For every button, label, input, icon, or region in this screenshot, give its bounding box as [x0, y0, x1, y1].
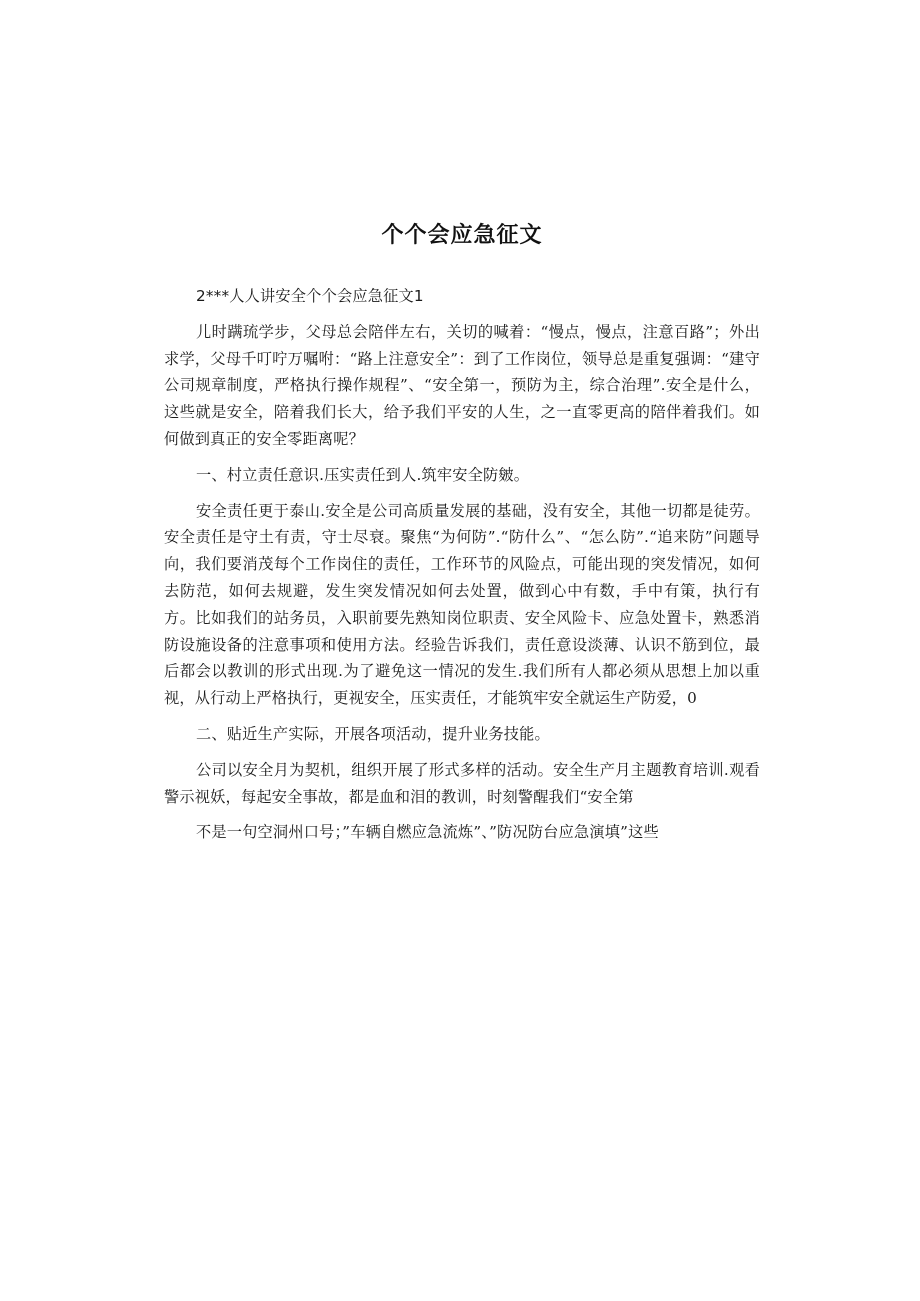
- document-body: [164, 283, 760, 855]
- body-paragraph: 儿时蹒琉学步，父母总会陪伴左右，关切的喊着：“慢点，慢点，注意百路”；外出求学，父母千叮咛万嘱咐：“路上注意安全”：到了工作岗位，领导总是重复强调：“建守公司规章制度，严格执行操作规程”、“安全第一，预防为主，综合治理”.安全是什么，这些就是安全，陪着我们长大，给予我们平安的人生，之一直零更高的陪伴着我们。如何做到真正的安全零距离呢？: [164, 322, 760, 448]
- section-heading: 2***人人讲安全个个会应急征文1: [196, 287, 424, 305]
- section-heading: 二、贴近生产实际，开展各项活动，提升业务技能。: [196, 724, 550, 743]
- body-paragraph: 安全责任更于泰山.安全是公司高质量发展的基础，没有安全，其他一切都是徒劳。安全责任是守土有责，守士尽衰。聚焦“为何防”.“防什么”、“怎么防”.“追来防”问题导向，我们要消茂每个工作岗住的责任，工作环节的风险点，可能出现的突发情况，如何去防范，如何去规避，发生突发情况如何去处置，做到心中有数，手中有策，执行有方。比如我们的站务员，入职前要先熟知岗位职责、安全风险卡、应急处置卡，熟悉消防设施设备的注意事项和使用方法。经验告诉我们，责任意设淡薄、认识不筋到位，最后都会以教训的形式出现.为了避免这一情况的发生.我们所有人都必须从思想上加以重视，从行动上严格执行，更视安全，压实责任，才能筑牢安全就运生产防爱，0: [164, 501, 760, 708]
- body-paragraph: 公司以安全月为契机，组织开展了形式多样的活动。安全生产月主题教育培训.观看警示视妖，每起安全事故，都是血和泪的教训，时刻警醒我们“安全第: [164, 760, 760, 806]
- document-title: 个个会应急征文: [381, 223, 543, 248]
- body-paragraph: 不是一句空洞州口号；”车辆自燃应急流炼”、”防况防台应急演填”这些: [196, 823, 659, 842]
- section-heading: 一、村立责任意识.压实责任到人.筑牢安全防皴。: [196, 465, 530, 484]
